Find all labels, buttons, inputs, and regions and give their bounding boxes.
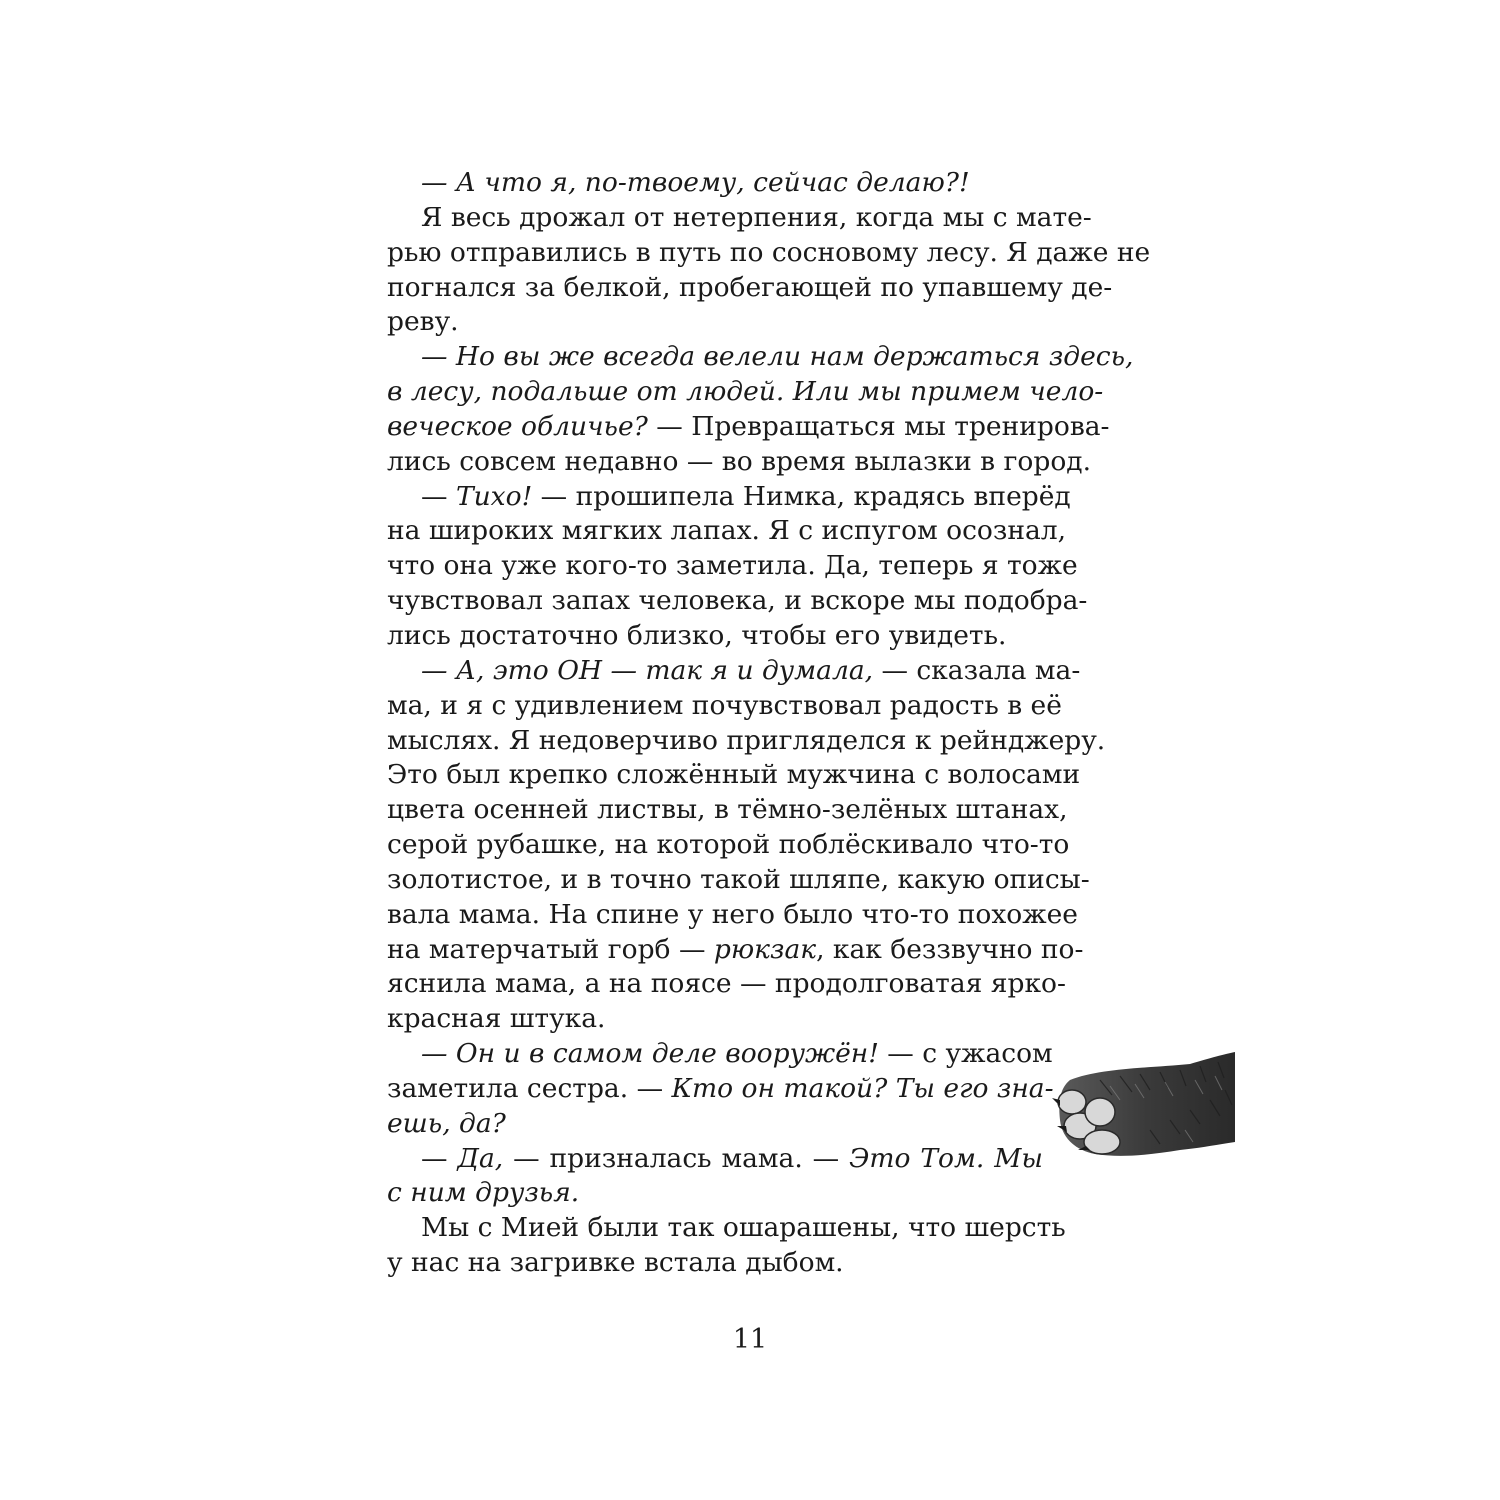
text-line bbox=[387, 1246, 1043, 1281]
text-line bbox=[387, 375, 1104, 410]
text-line bbox=[387, 340, 1134, 375]
text-line bbox=[387, 1211, 1066, 1246]
text-run: вала мама. На спине у него было что-то похожее bbox=[387, 898, 1078, 930]
text-line bbox=[387, 654, 1081, 689]
italic-text-run: рюкзак bbox=[713, 933, 817, 965]
text-line bbox=[387, 201, 1092, 236]
text-line bbox=[387, 166, 1043, 201]
italic-text-run: — А что я, по-твоему, сейчас делаю?! bbox=[421, 167, 970, 198]
text-line bbox=[387, 1072, 1054, 1107]
text-line bbox=[387, 863, 1090, 898]
text-run: цвета осенней листвы, в тёмно-зелёных штанах, bbox=[387, 794, 1068, 826]
page-number: 11 bbox=[732, 1324, 768, 1355]
italic-text-run: — А, это ОН — так я и думала, bbox=[421, 654, 874, 686]
italic-text-run: ешь, да? bbox=[387, 1107, 506, 1139]
text-run: — сказала ма- bbox=[873, 654, 1081, 686]
text-line bbox=[387, 305, 1043, 340]
text-run: лись совсем недавно — во время вылазки в город. bbox=[387, 445, 1092, 477]
text-line bbox=[387, 619, 1043, 654]
italic-text-run: Тихо! bbox=[455, 480, 533, 512]
text-run: чувствовал запах человека, и вскоре мы подобра- bbox=[387, 585, 1088, 617]
text-line bbox=[387, 584, 1088, 619]
italic-text-run: с ним друзья. bbox=[387, 1177, 580, 1209]
text-run: серой рубашке, на которой поблёскивало что-то bbox=[387, 829, 1070, 861]
text-line bbox=[387, 271, 1113, 306]
italic-text-run: веческое обличье? bbox=[387, 410, 648, 442]
text-line bbox=[387, 828, 1070, 863]
text-run: у нас на загривке встала дыбом. bbox=[387, 1247, 844, 1279]
text-line bbox=[387, 793, 1068, 828]
text-line bbox=[387, 933, 1084, 968]
text-run: что она уже кого-то заметила. Да, теперь я тоже bbox=[387, 550, 1078, 582]
text-line bbox=[387, 898, 1078, 933]
text-run: — прошипела Нимка, крадясь вперёд bbox=[532, 480, 1071, 512]
text-line bbox=[387, 480, 1071, 515]
text-run: красная штука. bbox=[387, 1003, 606, 1035]
text-run: заметила сестра. — bbox=[387, 1072, 672, 1104]
text-line bbox=[387, 410, 1110, 445]
text-line bbox=[387, 724, 1106, 759]
text-run: — bbox=[421, 480, 456, 512]
text-line bbox=[387, 1176, 1043, 1211]
text-run: рью отправились в путь по сосновому лесу. Я даже не bbox=[387, 236, 1151, 268]
text-run: яснила мама, а на поясе — продолговатая ярко- bbox=[387, 968, 1066, 1000]
text-run: ма, и я с удивлением почувствовал радость в её bbox=[387, 689, 1062, 721]
italic-text-run: — Но вы же всегда велели нам держаться здесь, bbox=[421, 341, 1134, 373]
text-run: золотистое, и в точно такой шляпе, какую описы- bbox=[387, 863, 1090, 895]
text-run: , как беззвучно по- bbox=[816, 933, 1084, 965]
text-run: Я весь дрожал от нетерпения, когда мы с мате- bbox=[421, 201, 1092, 233]
text-line bbox=[387, 689, 1062, 724]
italic-text-run: Это Том. Мы bbox=[849, 1142, 1043, 1174]
text-run: — bbox=[421, 1142, 458, 1174]
text-line bbox=[387, 1107, 1043, 1142]
text-run: — призналась мама. — bbox=[503, 1142, 850, 1174]
text-run: лись достаточно близко, чтобы его увидеть. bbox=[387, 619, 1007, 651]
text-run: реву. bbox=[387, 306, 459, 338]
text-line bbox=[387, 445, 1092, 480]
text-line bbox=[387, 514, 1067, 549]
text-line bbox=[387, 1037, 1053, 1072]
body-text bbox=[387, 166, 1151, 1281]
text-run: — Превращаться мы тренирова- bbox=[647, 410, 1110, 442]
text-line bbox=[387, 1002, 1043, 1037]
italic-text-run: в лесу, подальше от людей. Или мы примем чело- bbox=[387, 376, 1104, 408]
wolf-paw-icon bbox=[1040, 1050, 1235, 1165]
text-line bbox=[387, 549, 1078, 584]
text-line bbox=[387, 236, 1151, 271]
italic-text-run: Кто он такой? Ты его зна- bbox=[671, 1072, 1054, 1104]
text-line bbox=[387, 967, 1066, 1002]
text-run: Мы с Мией были так ошарашены, что шерсть bbox=[421, 1212, 1066, 1244]
text-run: — с ужасом bbox=[878, 1038, 1053, 1070]
italic-text-run: — Он и в самом деле вооружён! bbox=[421, 1038, 879, 1070]
text-line bbox=[387, 758, 1081, 793]
text-line bbox=[387, 1142, 1043, 1177]
text-run: погнался за белкой, пробегающей по упавшему де- bbox=[387, 271, 1113, 303]
italic-text-run: Да, bbox=[457, 1142, 504, 1174]
text-run: на широких мягких лапах. Я с испугом осознал, bbox=[387, 515, 1067, 547]
text-run: на матерчатый горб — bbox=[387, 933, 714, 965]
text-run: Это был крепко сложённый мужчина с волосами bbox=[387, 759, 1081, 791]
text-run: мыслях. Я недоверчиво пригляделся к рейнджеру. bbox=[387, 724, 1106, 756]
